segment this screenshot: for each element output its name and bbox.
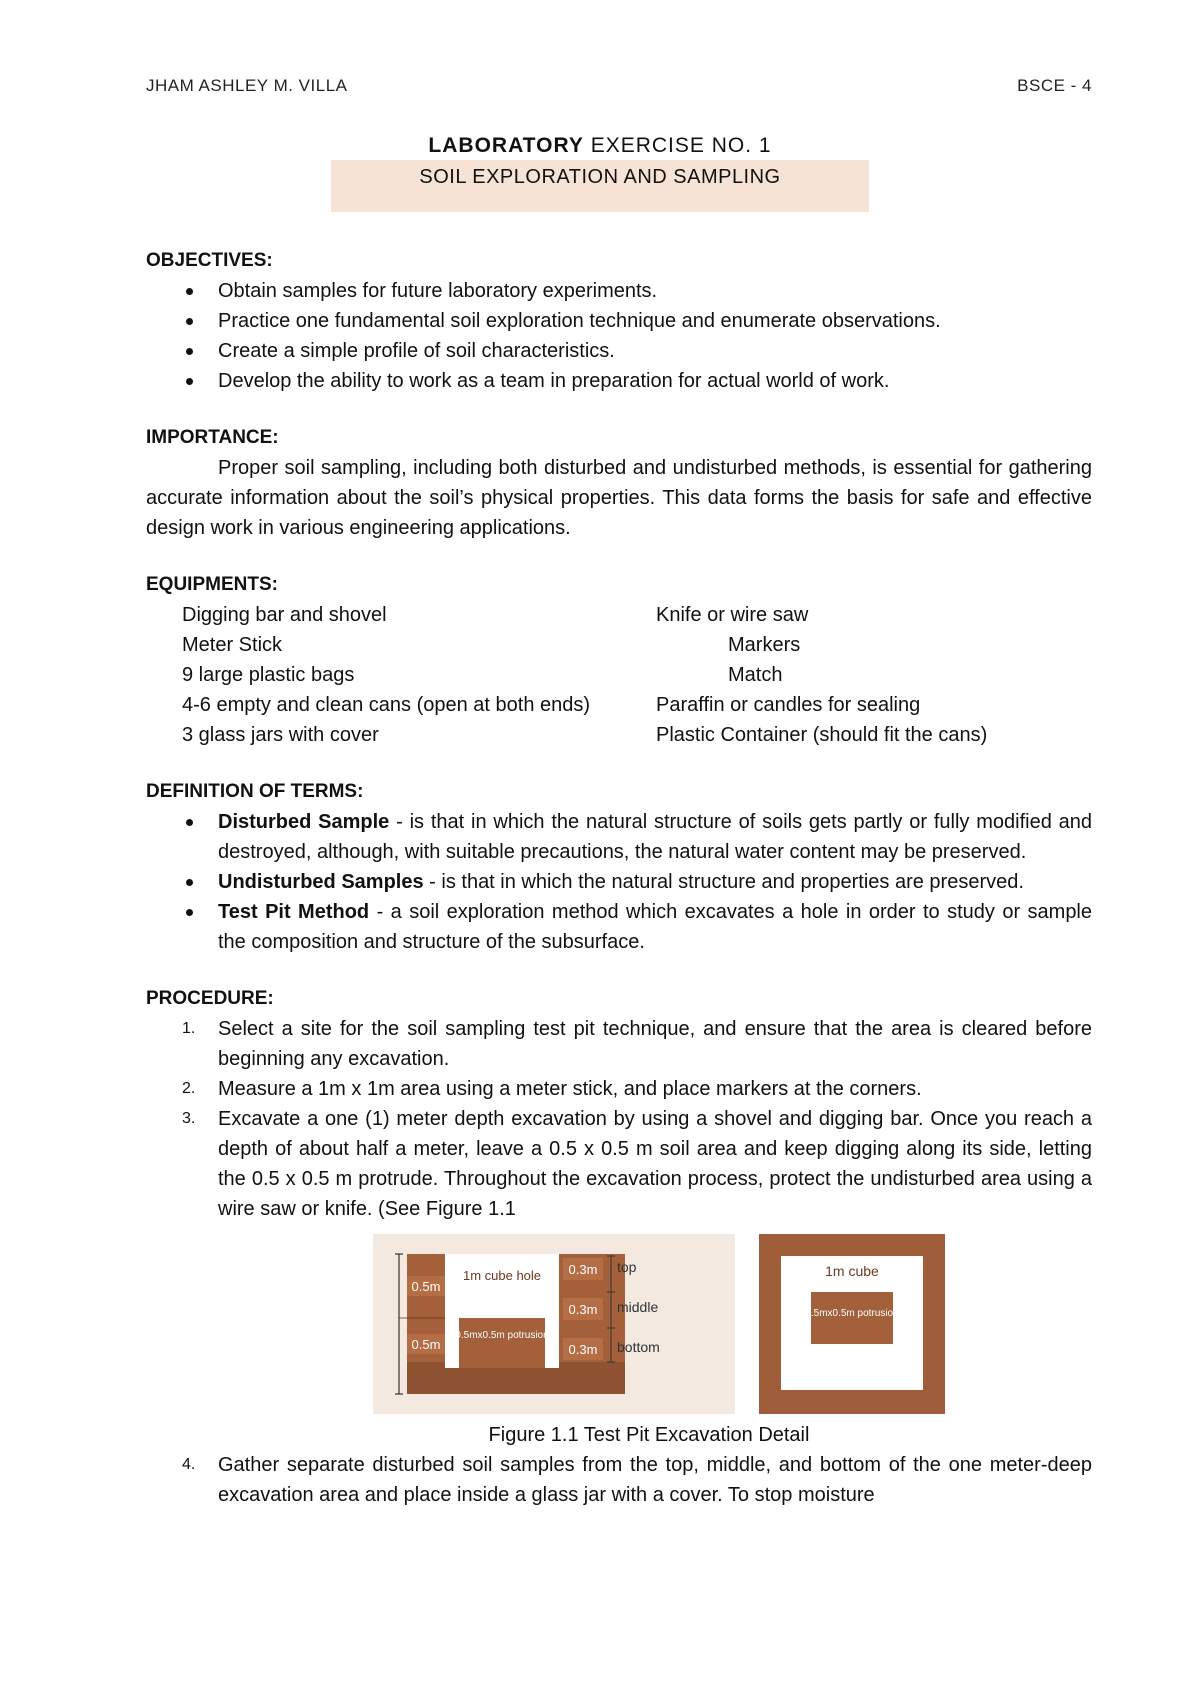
document-body xyxy=(146,246,1092,1510)
definition-text: - is that in which the natural structure and properties are preserved. xyxy=(423,871,1024,893)
title-block xyxy=(0,134,1200,212)
procedure-heading: PROCEDURE: xyxy=(146,988,274,1009)
step-number: 2. xyxy=(182,1080,196,1097)
lab-title-rest: EXERCISE NO. 1 xyxy=(590,134,772,157)
equipment-item: Digging bar and shovel xyxy=(182,604,387,626)
definition-text: - a soil exploration method which excavates a hole in order to study or sample the composition and structure of the subsurface. xyxy=(218,901,1093,953)
step-number: 1. xyxy=(182,1020,196,1037)
excavation-hole-right xyxy=(545,1318,559,1368)
author-name: JHAM ASHLEY M. VILLA xyxy=(146,76,348,95)
definition-item xyxy=(146,807,1092,867)
equipment-item: Plastic Container (should fit the cans) xyxy=(656,724,988,746)
procedure-step xyxy=(146,1450,1092,1510)
step-text: Measure a 1m x 1m area using a meter stick, and place markers at the corners. xyxy=(218,1078,922,1100)
excavation-hole-left xyxy=(445,1318,459,1368)
step-number: 3. xyxy=(182,1110,196,1127)
equipments-heading: EQUIPMENTS: xyxy=(146,574,278,595)
objectives-list xyxy=(146,276,1092,396)
definition-item xyxy=(146,897,1092,957)
definition-term: Test Pit Method xyxy=(218,901,370,923)
layer-middle-label: middle xyxy=(617,1299,659,1315)
equipment-item: Markers xyxy=(728,634,801,656)
protrusion-block xyxy=(459,1318,545,1368)
equipment-item: 4-6 empty and clean cans (open at both ends) xyxy=(182,694,591,716)
equipment-item: Match xyxy=(728,664,783,686)
layer-bottom-label: bottom xyxy=(617,1339,660,1355)
objective-item: Obtain samples for future laboratory experiments. xyxy=(146,276,1092,306)
figure-caption: Figure 1.1 Test Pit Excavation Detail xyxy=(488,1424,810,1446)
protrusion-label: 0.5mx0.5m potrusion xyxy=(455,1330,549,1341)
definition-term: Undisturbed Samples xyxy=(218,871,424,893)
test-pit-plan-diagram xyxy=(759,1234,945,1414)
lab-title-bold: LABORATORY xyxy=(428,134,584,157)
procedure-step xyxy=(146,1014,1092,1074)
equipment-item: 9 large plastic bags xyxy=(182,664,355,686)
plan-cube-label: 1m cube xyxy=(825,1263,879,1279)
step-number: 4. xyxy=(182,1456,196,1473)
cube-hole-label: 1m cube hole xyxy=(462,1268,542,1283)
plan-diagram-svg xyxy=(759,1234,945,1414)
test-pit-section-diagram xyxy=(373,1234,735,1414)
definitions-list xyxy=(146,807,1092,957)
plan-protrusion-label: 0.5mx0.5m potrusion xyxy=(805,1308,899,1319)
excavation-hole-upper xyxy=(445,1254,559,1318)
objective-item: Practice one fundamental soil exploration technique and enumerate observations. xyxy=(146,306,1092,336)
procedure-list-continued xyxy=(146,1450,1092,1510)
lab-subtitle: SOIL EXPLORATION AND SAMPLING xyxy=(419,166,781,188)
layer-middle-value: 0.3m xyxy=(568,1302,598,1317)
section-diagram-svg xyxy=(373,1234,735,1414)
procedure-step xyxy=(146,1074,1092,1104)
equipment-item: Meter Stick xyxy=(182,634,283,656)
layer-top-label: top xyxy=(617,1259,637,1275)
equipment-item: 3 glass jars with cover xyxy=(182,724,379,746)
equipment-item: Paraffin or candles for sealing xyxy=(656,694,921,716)
importance-text: Proper soil sampling, including both disturbed and undisturbed methods, is essential for gathering accurate information about the soil’s physical properties. This data forms the basis for safe and effective design work in various engineering applications. xyxy=(146,457,1092,539)
equipment-item: Knife or wire saw xyxy=(656,604,809,626)
procedure-step xyxy=(146,1104,1092,1224)
procedure-list xyxy=(146,1014,1092,1224)
definition-text: - is that in which the natural structure of soils gets partly or fully modified and destroyed, although, with suitable precautions, the natural water content may be preserved. xyxy=(218,811,1092,863)
step-text: Select a site for the soil sampling test pit technique, and ensure that the area is cleared before beginning any excavation. xyxy=(218,1018,1092,1070)
definitions-heading: DEFINITION OF TERMS: xyxy=(146,781,364,802)
definition-item xyxy=(146,867,1092,897)
objective-item: Create a simple profile of soil characteristics. xyxy=(146,336,1092,366)
objectives-heading: OBJECTIVES: xyxy=(146,250,273,271)
objective-item: Develop the ability to work as a team in preparation for actual world of work. xyxy=(146,366,1092,396)
half-lower-label: 0.5m xyxy=(411,1337,441,1352)
course-label: BSCE - 4 xyxy=(1017,76,1092,95)
subtitle-box xyxy=(331,160,869,212)
equipment-table xyxy=(182,600,1092,750)
step-text: Excavate a one (1) meter depth excavation by using a shovel and digging bar. Once you reach a depth of about half a meter, leave a 0.5 x 0.5 m soil area and keep digging along its side, letting the 0.5 x 0.5 m protrude. Throughout the excavation process, protect the undisturbed area using a wire saw or knife. (See Figure 1.1 xyxy=(218,1108,1092,1220)
figure-1-1 xyxy=(146,1234,1092,1414)
step-text: Gather separate disturbed soil samples from the top, middle, and bottom of the one meter-deep excavation area and place inside a glass jar with a cover. To stop moisture xyxy=(218,1454,1092,1506)
layer-top-value: 0.3m xyxy=(568,1262,598,1277)
definition-term: Disturbed Sample xyxy=(218,811,390,833)
layer-bottom-value: 0.3m xyxy=(568,1342,598,1357)
lab-title xyxy=(0,134,1200,158)
half-upper-label: 0.5m xyxy=(411,1279,441,1294)
importance-heading: IMPORTANCE: xyxy=(146,427,279,448)
